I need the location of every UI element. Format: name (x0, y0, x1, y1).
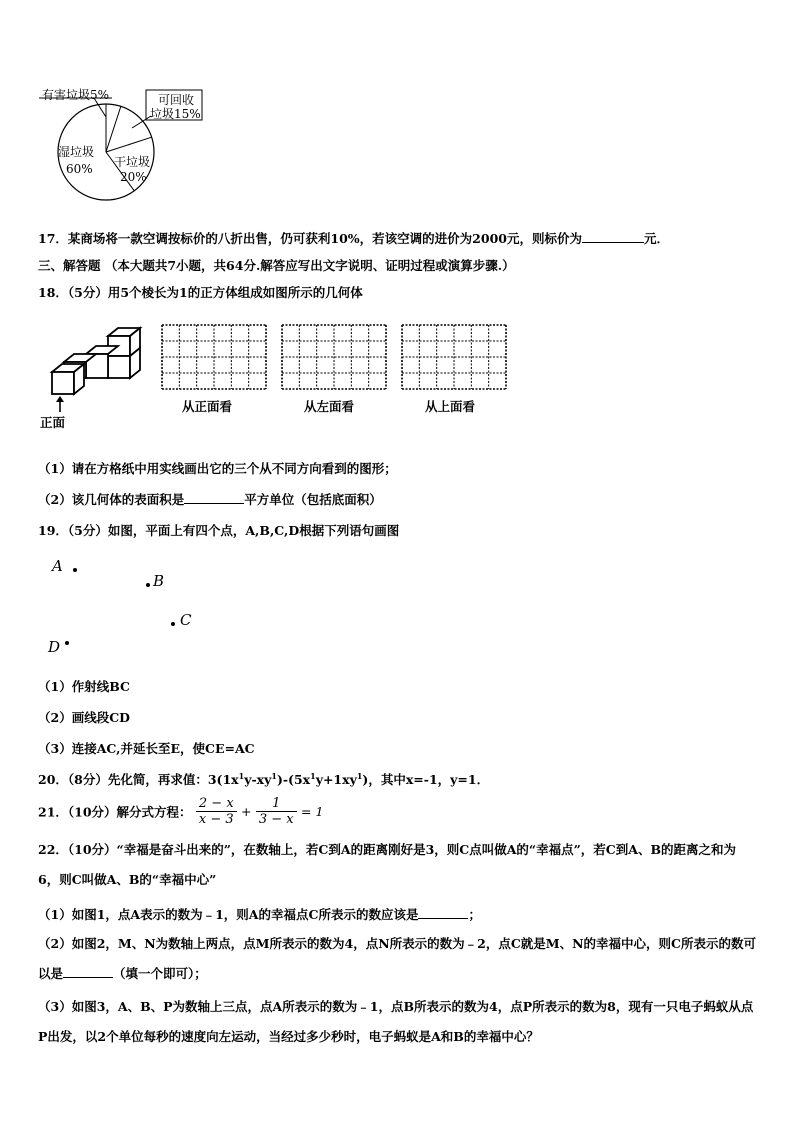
section-3-heading: 三、解答题 （本大题共7小题，共64分.解答应写出文字说明、证明过程或演算步骤.） (38, 258, 515, 273)
point-b-dot (146, 583, 150, 587)
grid-left[interactable] (280, 323, 388, 391)
answer-blank-17[interactable] (582, 230, 644, 243)
fraction-1: $\frac{2 - x}{x - 3}$ (196, 796, 237, 827)
front-arrow (50, 396, 70, 414)
point-c-label: C (180, 611, 192, 629)
pie-label-dry-2: 20% (120, 170, 147, 184)
question-18: 18．（5分）用5个棱长为1的正方体组成如图所示的几何体 (38, 285, 363, 300)
point-d-dot (65, 641, 69, 645)
question-22-intro: 22．（10分）“幸福是奋斗出来的”，在数轴上，若C到A的距离刚好是3，则C点叫做A的“幸福点”，若C到A、B的距离之和为6，则C叫做A、B的“幸福中心” (38, 842, 737, 887)
point-c-dot (171, 622, 175, 626)
grid-top[interactable] (400, 323, 508, 391)
point-b-label: B (153, 572, 165, 590)
pie-label-wet-2: 60% (66, 162, 93, 176)
answer-blank-22-2[interactable] (63, 965, 113, 978)
question-19-part-3: （3）连接AC,并延长至E，使CE=AC (38, 741, 255, 756)
view-top-caption: 从上面看 (425, 399, 476, 414)
grid-front[interactable] (160, 323, 268, 391)
cube-figure (44, 326, 144, 404)
view-left-caption: 从左面看 (304, 399, 355, 414)
question-19: 19．（5分）如图，平面上有四个点，A,B,C,D根据下列语句画图 (38, 523, 400, 538)
question-22-part-2: （2）如图2，M、N为数轴上两点，点M所表示的数为4，点N所表示的数为﹣2，点C就是M、N的幸福中心，则C所表示的数可以是 （填一个即可）； (38, 936, 756, 981)
pie-label-dry-1: 干垃圾 (114, 155, 151, 169)
point-a-dot (73, 568, 77, 572)
pie-label-wet-1: 湿垃圾 (58, 145, 95, 159)
question-22-part-3: （3）如图3，A、B、P为数轴上三点，点A所表示的数为﹣1，点B所表示的数为4，点P所表示的数为8，现有一只电子蚂蚁从点P出发，以2个单位每秒的速度向左运动，当经过多少秒时，电子蚂蚁是A和B的幸福中心？ (38, 999, 754, 1044)
question-21: 21．（10分）解分式方程： $\frac{2 - x}{x - 3}$ + $\frac{1}{3 - x}$ = 1 (38, 796, 324, 827)
question-22-part-1: （1）如图1，点A表示的数为﹣1，则A的幸福点C所表示的数应该是 ； (38, 907, 481, 922)
pie-label-harmful: 有害垃圾5% (42, 88, 110, 102)
point-d-label: D (48, 638, 61, 656)
point-a-label: A (52, 557, 63, 575)
fraction-2: $\frac{1}{3 - x}$ (256, 796, 297, 827)
question-20: 20．（8分）先化简，再求值：$3(1x^1y-xy^1)-(5x^1y+1xy^1)$，其中x=-1，y=1． (38, 770, 490, 787)
question-18-part-1: （1）请在方格纸中用实线画出它的三个从不同方向看到的图形； (38, 461, 397, 476)
pie-label-recyclable-1: 可回收 (158, 93, 195, 107)
question-19-part-2: （2）画线段CD (38, 710, 130, 725)
view-front-caption: 从正面看 (182, 399, 233, 414)
question-17: 17．某商场将一款空调按标价的八折出售，仍可获利10%，若该空调的进价为2000元，则标价为 元． (38, 231, 669, 246)
question-19-part-1: （1）作射线BC (38, 679, 130, 694)
pie-label-recyclable-2: 垃圾15% (150, 107, 201, 121)
front-label: 正面 (40, 415, 66, 430)
answer-blank-18[interactable] (184, 491, 244, 504)
answer-blank-22-1[interactable] (418, 906, 468, 919)
question-18-part-2: （2）该几何体的表面积是 平方单位（包括底面积） (38, 492, 382, 507)
